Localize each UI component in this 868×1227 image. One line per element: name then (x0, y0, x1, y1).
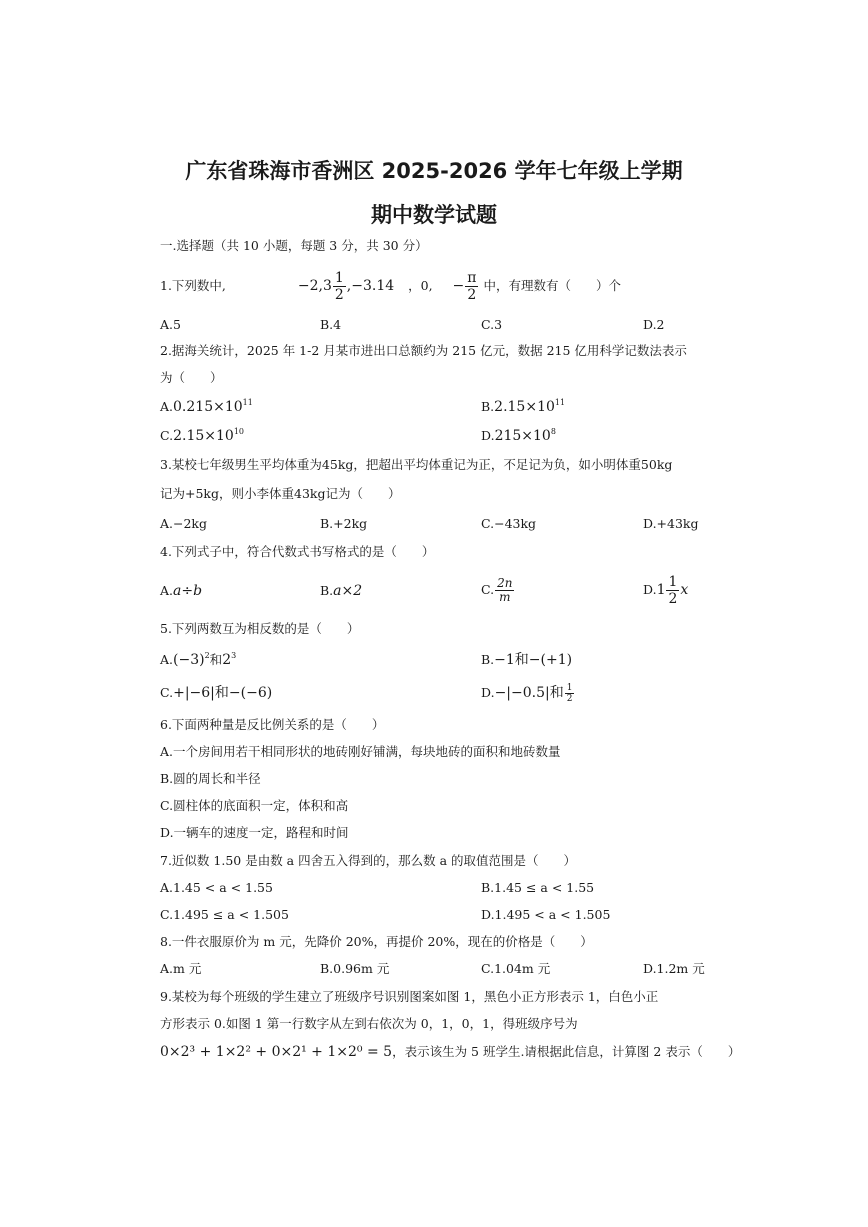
q1-zero: ，0, (408, 278, 433, 293)
q1-option-c: C.3 (481, 317, 503, 332)
q7-option-d: D.1.495 < a < 1.505 (481, 907, 611, 922)
question-7-stem: 7.近似数 1.50 是由数 a 四舍五入得到的，那么数 a 的取值范围是（ ） (160, 853, 577, 868)
question-8-stem: 8.一件衣服原价为 m 元，先降价 20%，再提价 20%，现在的价格是（ ） (160, 934, 593, 949)
q4-option-d: D.1 $\frac{1}{2}$ x (643, 574, 689, 607)
q5-option-d: D.−|−0.5|和 $\frac{1}{2}$ (481, 683, 573, 704)
q8-option-b: B.0.96m 元 (320, 961, 390, 976)
q2-option-a: $A.0.215\times 10^{11}$ (160, 398, 253, 415)
question-9-line3 (160, 1043, 740, 1061)
q7-option-c: C.1.495 ≤ a < 1.505 (160, 907, 289, 922)
question-9-line2: 方形表示 0.如图 1 第一行数字从左到右依次为 0，1，0，1，得班级序号为 (160, 1016, 578, 1031)
q8-option-c: C.1.04m 元 (481, 961, 551, 976)
q4-option-c: C. $\frac{2n}{m}$ (481, 576, 513, 604)
q4-d-fraction: $\frac{1}{2}$ (668, 574, 678, 607)
q1-option-b: B.4 (320, 317, 342, 332)
question-2-line2: 为（ ） (160, 370, 223, 385)
q1-option-d: D.2 (643, 317, 665, 332)
exam-subtitle: 期中数学试题 (371, 203, 497, 227)
q6-option-d: D.一辆车的速度一定，路程和时间 (160, 825, 349, 840)
q8-option-a: A.m 元 (160, 961, 202, 976)
q9-formula: 0×2³ + 1×2² + 0×2¹ + 1×2⁰ = 5 (160, 1044, 393, 1060)
question-5-stem: 5.下列两数互为相反数的是（ ） (160, 621, 360, 636)
q4-c-fraction: $\frac{2n}{m}$ (497, 576, 513, 604)
q8-option-d: D.1.2m 元 (643, 961, 705, 976)
q3-option-b: B.+2kg (320, 516, 368, 531)
q2-option-c: $C.2.15\times 10^{10}$ (160, 427, 244, 444)
question-9-line1: 9.某校为每个班级的学生建立了班级序号识别图案如图 1，黑色小正方形表示 1，白色小正 (160, 989, 659, 1004)
q5-option-b: B.−1和−(+1) (481, 652, 573, 668)
q4-option-a: A.a÷b (160, 583, 203, 599)
q1-fraction: $\frac{1}{2}$ (334, 270, 344, 303)
q1-pi-fraction: $\frac{\pi}{2}$ (467, 270, 477, 303)
q5-d-fraction: $\frac{1}{2}$ (566, 683, 573, 704)
question-2-line1: 2.据海关统计，2025 年 1-2 月某市进出口总额约为 215 亿元，数据 215 亿用科学记数法表示 (160, 343, 687, 358)
question-3-line2: 记为+5kg，则小李体重43kg记为（ ） (160, 486, 401, 501)
question-3-line1: 3.某校七年级男生平均体重为45kg，把超出平均体重记为正，不足记为负，如小明体重50kg (160, 457, 673, 472)
section-heading: 一.选择题（共 10 小题，每题 3 分，共 30 分） (160, 238, 428, 253)
q3-option-c: C.−43kg (481, 516, 537, 531)
question-4-stem: 4.下列式子中，符合代数式书写格式的是（ ） (160, 544, 435, 559)
q1-option-a: A.5 (160, 317, 181, 332)
question-6-stem: 6.下面两种量是反比例关系的是（ ） (160, 717, 385, 732)
q7-option-b: B.1.45 ≤ a < 1.55 (481, 880, 595, 895)
q3-option-a: A.−2kg (160, 516, 208, 531)
exam-title: 广东省珠海市香洲区 2025-2026 学年七年级上学期 (185, 159, 683, 183)
q6-option-c: C.圆柱体的底面积一定，体积和高 (160, 798, 349, 813)
q1-nums-b: ,−3.14 (346, 278, 395, 294)
q9-line3-tail: ，表示该生为 5 班学生.请根据此信息，计算图 2 表示（ ） (392, 1044, 741, 1059)
question-1-stem: 1.下列数中, −2,3 $\frac{1}{2}$ ,−3.14 ，0, − $\frac{\pi}{2}$ 中，有理数有（ ）个 (160, 270, 621, 303)
q1-suffix: 中，有理数有（ ）个 (483, 278, 621, 293)
q1-nums-a: −2,3 (297, 278, 332, 294)
q7-option-a: A.1.45 < a < 1.55 (160, 880, 273, 895)
q6-option-b: B.圆的周长和半径 (160, 771, 261, 786)
q1-prefix: 1.下列数中, (160, 278, 226, 293)
q5-option-a: $A.(-3)^2$和$2^3$ (160, 651, 237, 668)
q5-option-c: C.+|−6|和−(−6) (160, 685, 273, 701)
q2-option-b: $B.2.15\times 10^{11}$ (481, 398, 566, 415)
q4-option-b: B.a×2 (320, 583, 363, 599)
q2-option-d: $D.215\times 10^8$ (481, 427, 556, 444)
q6-option-a: A.一个房间用若干相同形状的地砖刚好铺满，每块地砖的面积和地砖数量 (160, 744, 561, 759)
q3-option-d: D.+43kg (643, 516, 699, 531)
